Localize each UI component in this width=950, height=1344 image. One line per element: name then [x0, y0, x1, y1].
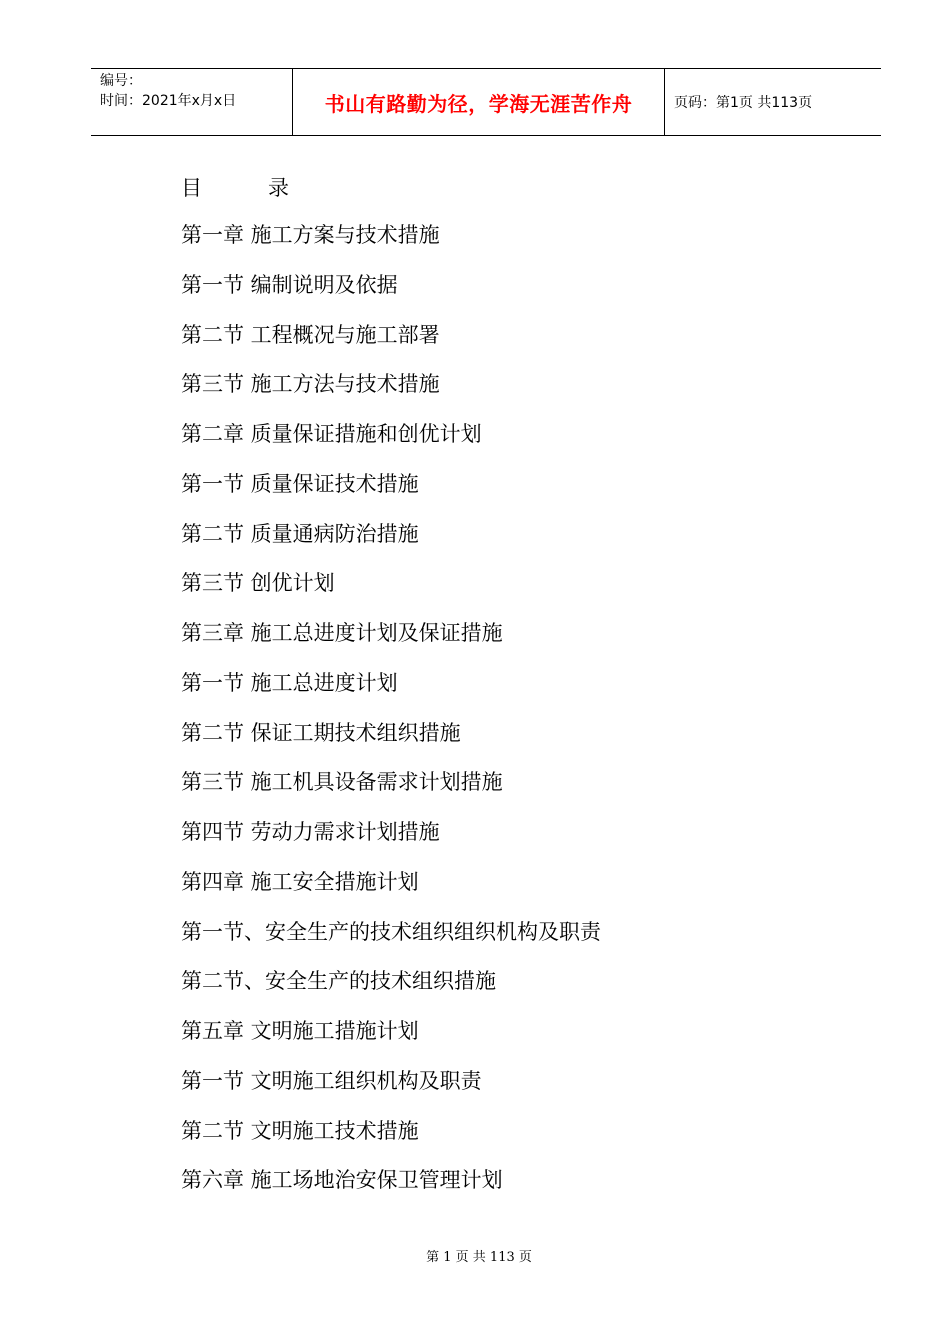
toc-title-right: 录 [268, 176, 289, 200]
toc-title [181, 172, 289, 202]
toc-entry[interactable]: 第二章 质量保证措施和创优计划 [181, 422, 482, 446]
toc-entry[interactable]: 第一节 编制说明及依据 [181, 272, 398, 297]
toc-entry[interactable]: 第六章 施工场地治安保卫管理计划 [181, 1168, 503, 1193]
toc-entry[interactable]: 第二节、安全生产的技术组织措施 [181, 969, 496, 994]
header-page-cell [665, 69, 881, 135]
toc-entry[interactable]: 第三节 创优计划 [181, 571, 335, 596]
toc-entry[interactable]: 第四节 劳动力需求计划措施 [181, 820, 440, 844]
time-label: 时间：2021年x月x日 [100, 93, 237, 109]
toc-entry[interactable]: 第四章 施工安全措施计划 [181, 869, 419, 894]
toc-entry[interactable]: 第五章 文明施工措施计划 [181, 1019, 419, 1043]
toc-entry[interactable]: 第三节 施工方法与技术措施 [181, 372, 440, 397]
toc-entry[interactable]: 第一节 文明施工组织机构及职责 [181, 1068, 482, 1093]
toc-entry[interactable]: 第二节 工程概况与施工部署 [181, 322, 440, 347]
toc-entry[interactable]: 第一章 施工方案与技术措施 [181, 223, 440, 247]
header-meta-cell [91, 69, 293, 135]
motto-text: 书山有路勤为径，学海无涯苦作舟 [324, 91, 633, 116]
footer-page-number: 第 1 页 共 113 页 [426, 1250, 532, 1265]
header-page-info: 页码：第1页 共113页 [674, 95, 813, 111]
toc-entry[interactable]: 第一节 施工总进度计划 [181, 670, 398, 695]
toc-title-left: 目 [181, 176, 202, 200]
number-label: 编号： [100, 73, 142, 89]
header-motto-cell [293, 69, 665, 135]
toc-entry[interactable]: 第二节 保证工期技术组织措施 [181, 720, 461, 745]
toc-entry[interactable]: 第三节 施工机具设备需求计划措施 [181, 770, 503, 795]
toc-entry[interactable]: 第三章 施工总进度计划及保证措施 [181, 621, 503, 645]
toc-entry[interactable]: 第一节、安全生产的技术组织组织机构及职责 [181, 919, 601, 944]
toc-entry[interactable]: 第一节 质量保证技术措施 [181, 471, 419, 496]
toc-entry[interactable]: 第二节 文明施工技术措施 [181, 1118, 419, 1143]
toc-entry[interactable]: 第二节 质量通病防治措施 [181, 521, 419, 546]
toc-list [181, 220, 601, 1215]
page-footer [0, 1246, 950, 1265]
page-header [91, 68, 881, 136]
